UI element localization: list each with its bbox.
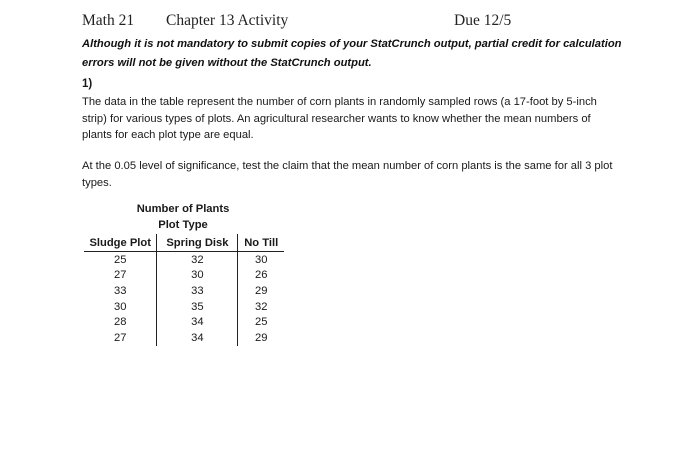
table-cell: 27 — [113, 331, 127, 344]
table-cell: 34 — [157, 330, 238, 346]
document-header — [82, 12, 542, 34]
table-cell: 29 — [238, 330, 284, 346]
table-row — [84, 330, 284, 346]
table-cell: 28 — [113, 316, 127, 329]
course-title: Math 21 — [82, 12, 135, 29]
question-number: 1) — [82, 78, 93, 90]
column-header: Spring Disk — [157, 234, 238, 252]
table-cell: 35 — [157, 299, 238, 315]
table-row — [84, 299, 284, 315]
table-cell: 26 — [238, 268, 284, 284]
table-cell: 32 — [157, 252, 238, 268]
table-row — [84, 252, 284, 268]
table-title: Number of Plants — [136, 203, 230, 215]
table-row — [84, 314, 284, 330]
question-description: The data in the table represent the number of corn plants in randomly sampled rows (a 17-foot by 5-inch strip) for various types of plots. An agricultural researcher wants to know whether the mean numbers of plants for each plot type are equal. — [82, 96, 597, 141]
table-cell: 29 — [238, 283, 284, 299]
table-cell: 30 — [113, 300, 127, 313]
submission-notice: Although it is not mandatory to submit copies of your StatCrunch output, partial credit for calculation errors will not be given without the StatCrunch output. — [82, 38, 622, 69]
table-cell: 30 — [157, 268, 238, 284]
table-cell: 33 — [113, 284, 127, 297]
table-cell: 33 — [157, 283, 238, 299]
table-row — [84, 268, 284, 284]
due-date: Due 12/5 — [454, 12, 512, 29]
column-header: No Till — [238, 234, 284, 252]
table-cell: 32 — [238, 299, 284, 315]
table-cell: 25 — [113, 253, 127, 266]
data-table — [84, 234, 284, 346]
chapter-title: Chapter 13 Activity — [166, 12, 289, 29]
table-header-row — [84, 234, 284, 252]
table-cell: 25 — [238, 314, 284, 330]
table-cell: 30 — [238, 252, 284, 268]
table-subtitle: Plot Type — [158, 219, 208, 231]
column-header: Sludge Plot — [84, 234, 157, 252]
table-row — [84, 283, 284, 299]
table-cell: 27 — [113, 269, 127, 282]
question-task: At the 0.05 level of significance, test the claim that the mean number of corn plants is the same for all 3 plot types. — [82, 160, 613, 189]
table-cell: 34 — [157, 314, 238, 330]
